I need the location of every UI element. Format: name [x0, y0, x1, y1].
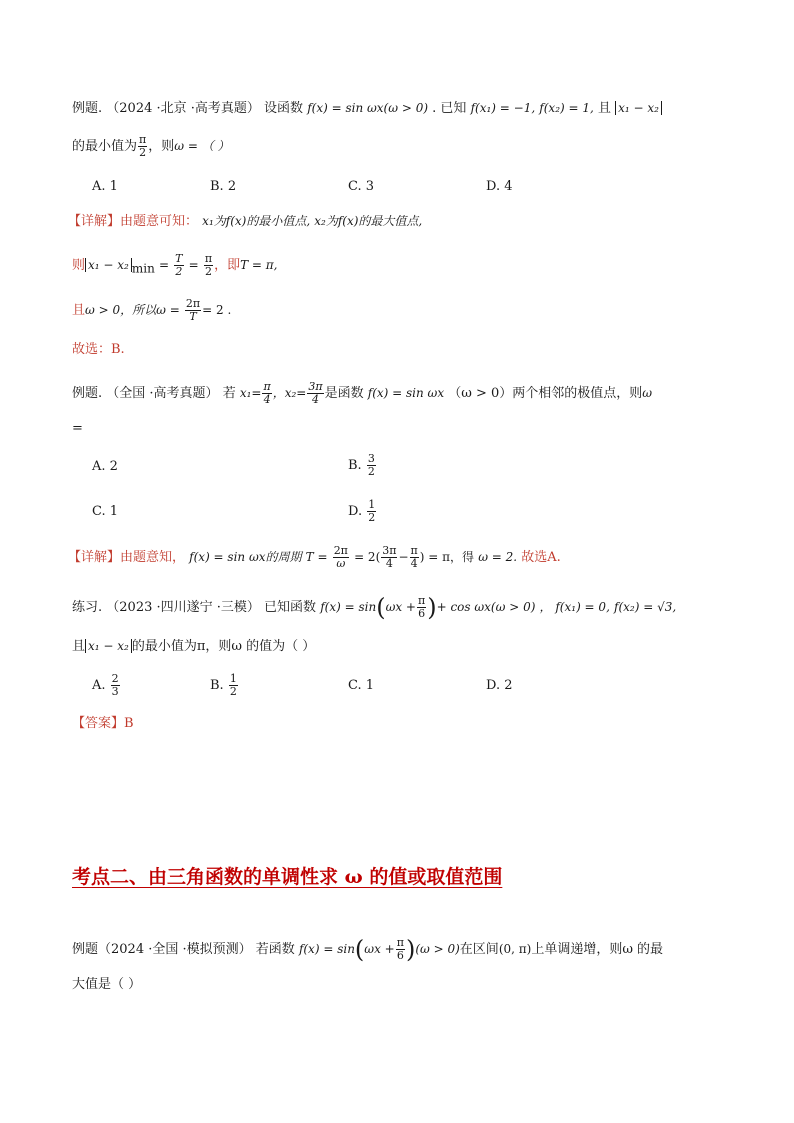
ex2-option-d: D. $\frac{1}{2}$: [348, 498, 376, 524]
solution-2-line: 【详解】由题意知， f(x) = sin ωx的周期 T = $\frac{2\pi}{\omega}$ = 2( $\frac{3\pi}{4}$ − $\frac{\pi}{4}$ ) = π，得 ω = 2. 故选A.: [68, 544, 561, 570]
exercise-3-line-1: 练习. （2023 ·四川遂宁 ·三模） 已知函数 f(x) = sin(ωx + $\frac{\pi}{6}$ )+ cos ωx(ω > 0) ， f(x₁) = 0, f(x₂) = √3,: [72, 593, 677, 622]
solution-1-line-2: 则 x₁ − x₂ $_{min}$ = $\frac{T}{2}$ = $\frac{\pi}{2}$ ，即T = π,: [72, 252, 278, 278]
ex3-option-a: A. $\frac{2}{3}$: [92, 672, 119, 698]
ex2-option-b: B. $\frac{3}{2}$: [348, 452, 375, 478]
ex3-option-d: D. 2: [486, 678, 513, 693]
example-1-line-1: 例题. （2024 ·北京 ·高考真题） 设函数 f(x) = sin ωx(ω > 0) . 已知 f(x₁) = −1, f(x₂) = 1, 且 x₁ − x₂: [72, 98, 662, 119]
ex2-option-c: C. 1: [92, 504, 119, 519]
ex1-option-c: C. 3: [348, 179, 375, 194]
example-1-line-2: 的最小值为 $\frac{\pi}{2}$ ，则ω = （ ）: [72, 133, 230, 159]
ex2-option-a: A. 2: [92, 459, 118, 474]
ex1-option-a: A. 1: [92, 179, 118, 194]
exercise-3-line-2: 且 x₁ − x₂ 的最小值为π，则ω 的值为（ ）: [72, 639, 316, 654]
example-4-line-1: 例题（2024 ·全国 ·模拟预测） 若函数 f(x) = sin(ωx + $\frac{\pi}{6}$ )(ω > 0)在区间(0, π)上单调递增，则ω 的最: [72, 935, 664, 964]
example-4-line-2: 大值是（ ）: [72, 977, 142, 992]
solution-1-line-4: 故选：B.: [72, 342, 125, 357]
ex3-option-b: B. $\frac{1}{2}$: [210, 672, 237, 698]
solution-1-line-3: 且ω > 0，所以ω = $\frac{2\pi}{T}$ = 2 .: [72, 297, 232, 323]
solution-1-line-1: 【详解】由题意可知： x₁为f(x)的最小值点, x₂为f(x)的最大值点,: [68, 214, 423, 229]
section-heading: 考点二、由三角函数的单调性求 ω 的值或取值范围: [72, 866, 503, 888]
ex1-option-d: D. 4: [486, 179, 513, 194]
ex3-option-c: C. 1: [348, 678, 375, 693]
example-2-line-2: =: [72, 421, 83, 436]
exercise-3-answer: 【答案】B: [72, 716, 134, 731]
example-2-line-1: 例题. （全国 ·高考真题） 若 x₁= $\frac{\pi}{4}$ ，x₂= $\frac{3\pi}{4}$ 是函数 f(x) = sin ωx （ω > 0）两个相邻的极值点，则ω: [72, 380, 653, 406]
ex1-option-b: B. 2: [210, 179, 237, 194]
